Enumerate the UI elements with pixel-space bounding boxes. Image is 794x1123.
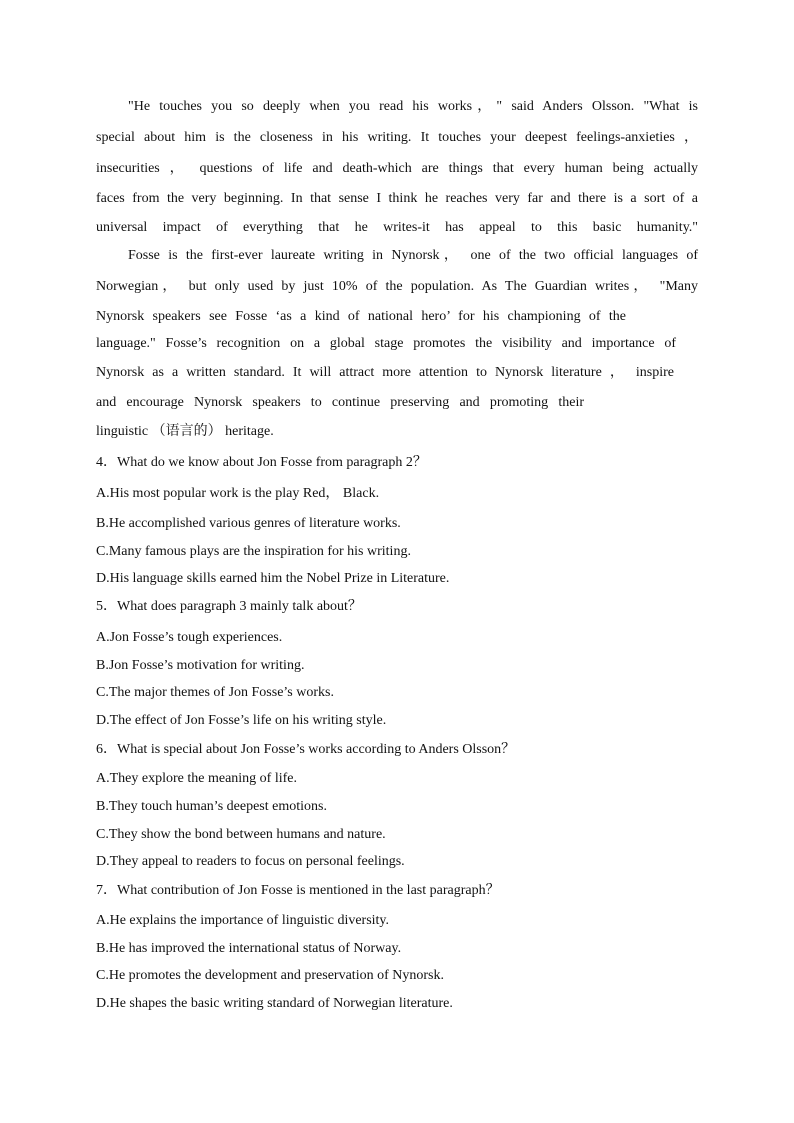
text-line: faces from the very beginning. In that sense I think he reaches very far and there is a sort of a [96, 191, 698, 206]
answer-option: C.Many famous plays are the inspiration for his writing. [96, 544, 411, 559]
text-line: and encourage Nynorsk speakers to continue preserving and promoting their [96, 395, 584, 410]
answer-option: C.The major themes of Jon Fosse’s works. [96, 685, 334, 700]
text-line: Norwegian， but only used by just 10% of the population. As The Guardian writes， "Many [96, 279, 698, 294]
answer-option: A.His most popular work is the play Red， Black. [96, 486, 380, 501]
question-stem: 6．What is special about Jon Fosse’s works according to Anders Olsson？ [96, 742, 516, 757]
answer-option: D.His language skills earned him the Nobel Prize in Literature. [96, 571, 450, 586]
answer-option: A.Jon Fosse’s tough experiences. [96, 630, 283, 645]
text-line: Nynorsk as a written standard. It will attract more attention to Nynorsk literature ， inspire [96, 365, 674, 380]
text-line: Fosse is the first-ever laureate writing in Nynorsk， one of the two official languages of [128, 248, 698, 263]
answer-option: A.They explore the meaning of life. [96, 771, 297, 786]
answer-option: D.He shapes the basic writing standard of Norwegian literature. [96, 996, 453, 1011]
text-line: universal impact of everything that he writes-it has appeal to this basic humanity." [96, 220, 698, 235]
answer-option: C.They show the bond between humans and nature. [96, 827, 386, 842]
question-stem: 7．What contribution of Jon Fosse is mentioned in the last paragraph？ [96, 883, 500, 898]
question-stem: 4．What do we know about Jon Fosse from paragraph 2？ [96, 455, 427, 470]
question-stem: 5．What does paragraph 3 mainly talk about？ [96, 599, 362, 614]
answer-option: C.He promotes the development and preservation of Nynorsk. [96, 968, 444, 983]
text-line: "He touches you so deeply when you read his works，" said Anders Olsson. "What is [128, 99, 698, 114]
text-line: language." Fosse’s recognition on a global stage promotes the visibility and importance of [96, 336, 676, 351]
answer-option: B.He has improved the international status of Norway. [96, 941, 402, 956]
text-line: Nynorsk speakers see Fosse ‘as a kind of national hero’ for his championing of the [96, 309, 626, 324]
answer-option: D.They appeal to readers to focus on personal feelings. [96, 854, 405, 869]
answer-option: B.Jon Fosse’s motivation for writing. [96, 658, 305, 673]
answer-option: D.The effect of Jon Fosse’s life on his writing style. [96, 713, 387, 728]
text-line: linguistic （语言的） heritage. [96, 424, 274, 439]
answer-option: A.He explains the importance of linguistic diversity. [96, 913, 390, 928]
answer-option: B.They touch human’s deepest emotions. [96, 799, 327, 814]
text-line: insecurities ， questions of life and death-which are things that every human being actually [96, 161, 698, 176]
answer-option: B.He accomplished various genres of literature works. [96, 516, 401, 531]
text-line: special about him is the closeness in his writing. It touches your deepest feelings-anxieties ， [96, 130, 698, 145]
